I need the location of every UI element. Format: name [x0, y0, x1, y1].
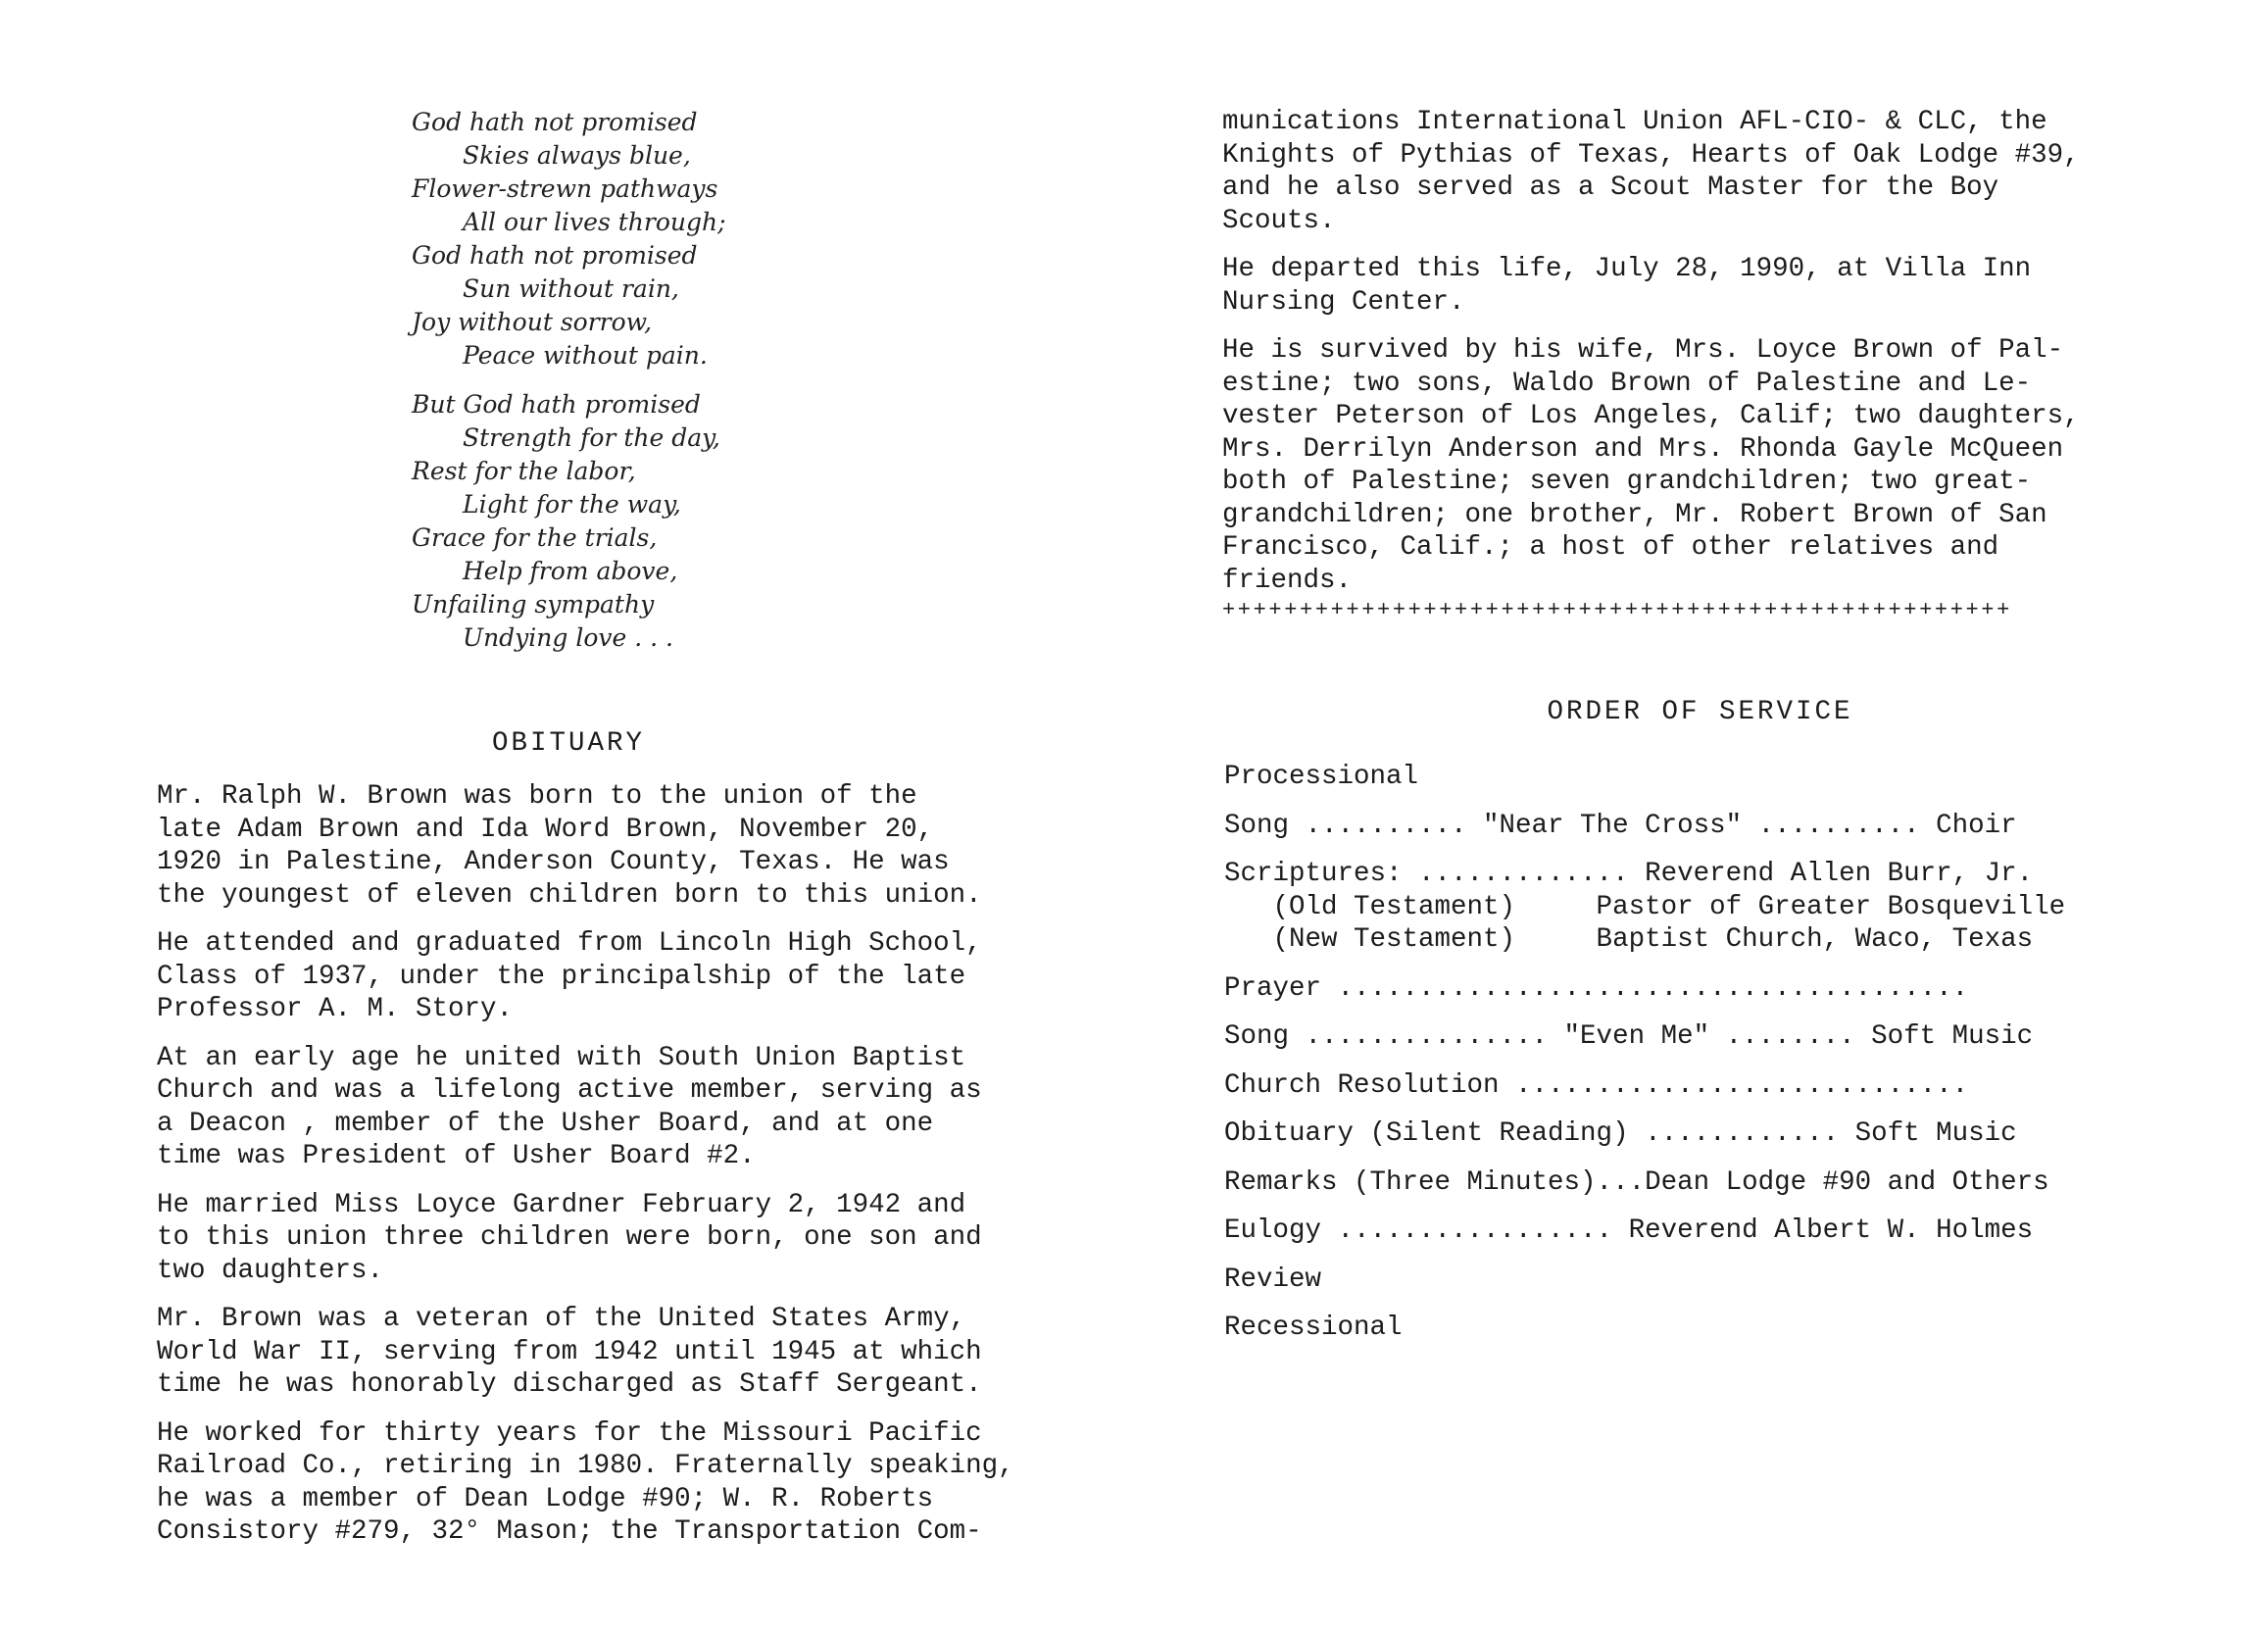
- text-line: He worked for thirty years for the Missouri Pacific: [157, 1417, 982, 1449]
- text-line: two daughters.: [157, 1255, 384, 1286]
- text-line: a Deacon , member of the Usher Board, and at one: [157, 1108, 934, 1139]
- service-item: Recessional: [1224, 1313, 1403, 1343]
- poem-line: Joy without sorrow,: [412, 308, 653, 336]
- text-line: the youngest of eleven children born to this union.: [157, 879, 982, 911]
- text-line: World War II, serving from 1942 until 1945 at which: [157, 1336, 982, 1367]
- poem-line: Help from above,: [463, 557, 678, 585]
- poem-line: Flower-strewn pathways: [412, 174, 718, 203]
- text-line: Mr. Ralph W. Brown was born to the union of the: [157, 781, 917, 812]
- poem-line: Grace for the trials,: [412, 523, 658, 552]
- service-item-detail: (Old Testament) Pastor of Greater Bosqueville: [1224, 891, 2066, 922]
- text-line: estine; two sons, Waldo Brown of Palestine and Le-: [1222, 368, 2032, 399]
- text-line: Knights of Pythias of Texas, Hearts of Oak Lodge #39,: [1222, 139, 2080, 171]
- obituary-paragraph: [157, 780, 1039, 912]
- service-item: Song ............... "Even Me" ........ Soft Music: [1224, 1021, 2034, 1052]
- service-item: Scriptures: ............. Reverend Allen Burr, Jr.: [1224, 859, 2034, 889]
- text-line: both of Palestine; seven grandchildren; two great-: [1222, 467, 2032, 497]
- obituary-paragraph: [157, 927, 1039, 1026]
- text-line: He attended and graduated from Lincoln High School,: [157, 928, 982, 959]
- text-line: time he was honorably discharged as Staff Sergeant.: [157, 1369, 982, 1400]
- text-line: Professor A. M. Story.: [157, 994, 514, 1024]
- poem-line: Light for the way,: [463, 490, 681, 519]
- poem-stanza: [412, 106, 745, 372]
- continuation-paragraph: [1222, 334, 2202, 597]
- text-line: Consistory #279, 32° Mason; the Transportation Com-: [157, 1516, 982, 1547]
- text-line: Nursing Center.: [1222, 286, 1465, 318]
- obituary-paragraph: [157, 1042, 1039, 1173]
- poem-line: Skies always blue,: [463, 141, 691, 170]
- text-line: He is survived by his wife, Mrs. Loyce Brown of Pal-: [1222, 335, 2064, 366]
- poem-stanza: [412, 388, 745, 655]
- text-line: friends.: [1222, 565, 1353, 596]
- obituary-continuation: [1222, 106, 2202, 622]
- text-line: late Adam Brown and Ida Word Brown, November 20,: [157, 814, 934, 845]
- service-item: Processional: [1224, 762, 1419, 792]
- text-line: munications International Union AFL-CIO- & CLC, the: [1222, 107, 2047, 137]
- poem-line: Unfailing sympathy: [412, 590, 655, 619]
- service-item: Prayer .......................................: [1224, 972, 1969, 1004]
- text-line: vester Peterson of Los Angeles, Calif; two daughters,: [1222, 401, 2080, 431]
- poem-line: God hath not promised: [412, 241, 698, 270]
- poem-line: All our lives through;: [463, 208, 726, 236]
- text-line: to this union three children were born, one son and: [157, 1222, 982, 1253]
- text-line: Mr. Brown was a veteran of the United States Army,: [157, 1304, 966, 1334]
- order-of-service-list: [1224, 761, 2106, 1361]
- text-line: He departed this life, July 28, 1990, at Villa Inn: [1222, 254, 2032, 284]
- poem-line: God hath not promised: [412, 108, 698, 136]
- text-line: 1920 in Palestine, Anderson County, Texas. He was: [157, 847, 950, 877]
- poem-line: Peace without pain.: [463, 341, 708, 370]
- poem-line: Strength for the day,: [463, 423, 720, 452]
- service-item: Song .......... "Near The Cross" .......... Choir: [1224, 810, 2017, 841]
- service-item: Review: [1224, 1264, 1322, 1295]
- poem-line: But God hath promised: [412, 390, 701, 419]
- service-item: Church Resolution ............................: [1224, 1069, 1969, 1101]
- text-line: and he also served as a Scout Master for the Boy: [1222, 173, 1999, 203]
- text-line: Church and was a lifelong active member, serving as: [157, 1075, 982, 1106]
- text-line: grandchildren; one brother, Mr. Robert Brown of San: [1222, 499, 2047, 530]
- obituary-paragraph: [157, 1417, 1039, 1549]
- text-line: At an early age he united with South Union Baptist: [157, 1042, 966, 1073]
- service-item-detail: (New Testament) Baptist Church, Waco, Texas: [1224, 924, 2034, 955]
- obituary-heading: OBITUARY: [491, 728, 646, 759]
- service-item: Remarks (Three Minutes)...Dean Lodge #90 and Others: [1224, 1166, 2049, 1198]
- text-line: Mrs. Derrilyn Anderson and Mrs. Rhonda Gayle McQueen: [1222, 433, 2064, 465]
- poem-line: Rest for the labor,: [412, 457, 636, 485]
- service-item: Eulogy ................. Reverend Albert W. Holmes: [1224, 1215, 2034, 1246]
- order-of-service-heading: ORDER OF SERVICE: [1547, 697, 1853, 727]
- obituary-paragraph: [157, 1189, 1039, 1288]
- text-line: He married Miss Loyce Gardner February 2, 1942 and: [157, 1189, 966, 1220]
- poem-line: Sun without rain,: [463, 274, 679, 303]
- poem-line: Undying love . . .: [463, 623, 673, 652]
- plus-divider: +++++++++++++++++++++++++++++++++++++++++++++++++++: [1222, 599, 2012, 622]
- text-line: Scouts.: [1222, 205, 1336, 236]
- poem: [412, 106, 745, 670]
- text-line: he was a member of Dean Lodge #90; W. R. Roberts: [157, 1483, 934, 1514]
- text-line: time was President of Usher Board #2.: [157, 1141, 756, 1171]
- text-line: Francisco, Calif.; a host of other relatives and: [1222, 532, 1999, 563]
- text-line: Class of 1937, under the principalship of the late: [157, 961, 966, 992]
- continuation-paragraph: [1222, 253, 2202, 319]
- continuation-paragraph: [1222, 106, 2202, 237]
- right-page: [1134, 0, 2268, 1636]
- text-line: Railroad Co., retiring in 1980. Fraternally speaking,: [157, 1451, 1014, 1481]
- obituary-body: [157, 780, 1039, 1564]
- service-item: Obituary (Silent Reading) ............ Soft Music: [1224, 1118, 2017, 1149]
- obituary-paragraph: [157, 1303, 1039, 1402]
